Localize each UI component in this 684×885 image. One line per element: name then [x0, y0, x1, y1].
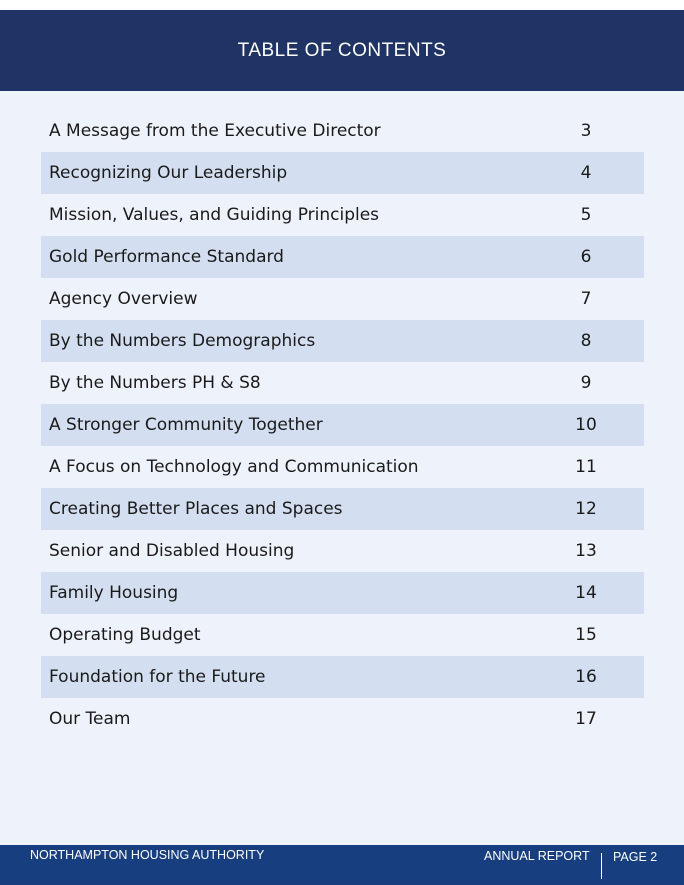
footer-organization: NORTHAMPTON HOUSING AUTHORITY	[30, 848, 265, 862]
footer-page-number: PAGE 2	[613, 850, 658, 864]
toc-entry-title: Family Housing	[49, 583, 179, 603]
toc-entry-page: 7	[580, 289, 592, 309]
toc-entry-title: By the Numbers PH & S8	[49, 373, 261, 393]
toc-entry-title: Foundation for the Future	[49, 667, 266, 687]
toc-entry-page: 15	[575, 625, 597, 645]
toc-entry[interactable]	[41, 278, 644, 320]
toc-entry[interactable]	[41, 446, 644, 488]
toc-entry-page: 3	[580, 121, 592, 141]
toc-entry[interactable]	[41, 320, 644, 362]
toc-entry[interactable]	[41, 110, 644, 152]
toc-entry[interactable]	[41, 614, 644, 656]
toc-entry-page: 14	[575, 583, 597, 603]
toc-entry-title: A Message from the Executive Director	[49, 121, 381, 141]
toc-entry[interactable]	[41, 362, 644, 404]
footer-divider	[601, 853, 602, 879]
footer-report-label: ANNUAL REPORT	[484, 849, 590, 863]
table-of-contents	[41, 110, 644, 740]
toc-entry-page: 16	[575, 667, 597, 687]
top-margin-strip	[0, 0, 684, 10]
toc-entry[interactable]	[41, 236, 644, 278]
toc-entry-page: 10	[575, 415, 597, 435]
toc-entry-page: 8	[580, 331, 592, 351]
toc-entry-title: A Focus on Technology and Communication	[49, 457, 419, 477]
toc-entry-title: Creating Better Places and Spaces	[49, 499, 343, 519]
toc-entry-title: Gold Performance Standard	[49, 247, 284, 267]
toc-entry-page: 6	[580, 247, 592, 267]
toc-entry[interactable]	[41, 488, 644, 530]
header-band	[0, 10, 684, 91]
toc-entry[interactable]	[41, 572, 644, 614]
toc-entry-title: Our Team	[49, 709, 131, 729]
toc-entry-title: Agency Overview	[49, 289, 198, 309]
toc-entry-page: 12	[575, 499, 597, 519]
toc-entry-title: By the Numbers Demographics	[49, 331, 316, 351]
toc-entry-title: Operating Budget	[49, 625, 201, 645]
toc-entry-title: A Stronger Community Together	[49, 415, 323, 435]
toc-entry-title: Recognizing Our Leadership	[49, 163, 288, 183]
toc-entry[interactable]	[41, 194, 644, 236]
footer-band	[0, 845, 684, 885]
toc-entry[interactable]	[41, 530, 644, 572]
toc-entry-title: Mission, Values, and Guiding Principles	[49, 205, 380, 225]
page-title: TABLE OF CONTENTS	[237, 39, 447, 61]
toc-entry[interactable]	[41, 404, 644, 446]
toc-entry[interactable]	[41, 656, 644, 698]
toc-entry[interactable]	[41, 698, 644, 740]
toc-entry[interactable]	[41, 152, 644, 194]
toc-entry-page: 9	[580, 373, 592, 393]
toc-entry-title: Senior and Disabled Housing	[49, 541, 295, 561]
toc-entry-page: 17	[575, 709, 597, 729]
toc-entry-page: 4	[580, 163, 592, 183]
toc-entry-page: 13	[575, 541, 597, 561]
toc-entry-page: 5	[580, 205, 592, 225]
toc-entry-page: 11	[575, 457, 597, 477]
